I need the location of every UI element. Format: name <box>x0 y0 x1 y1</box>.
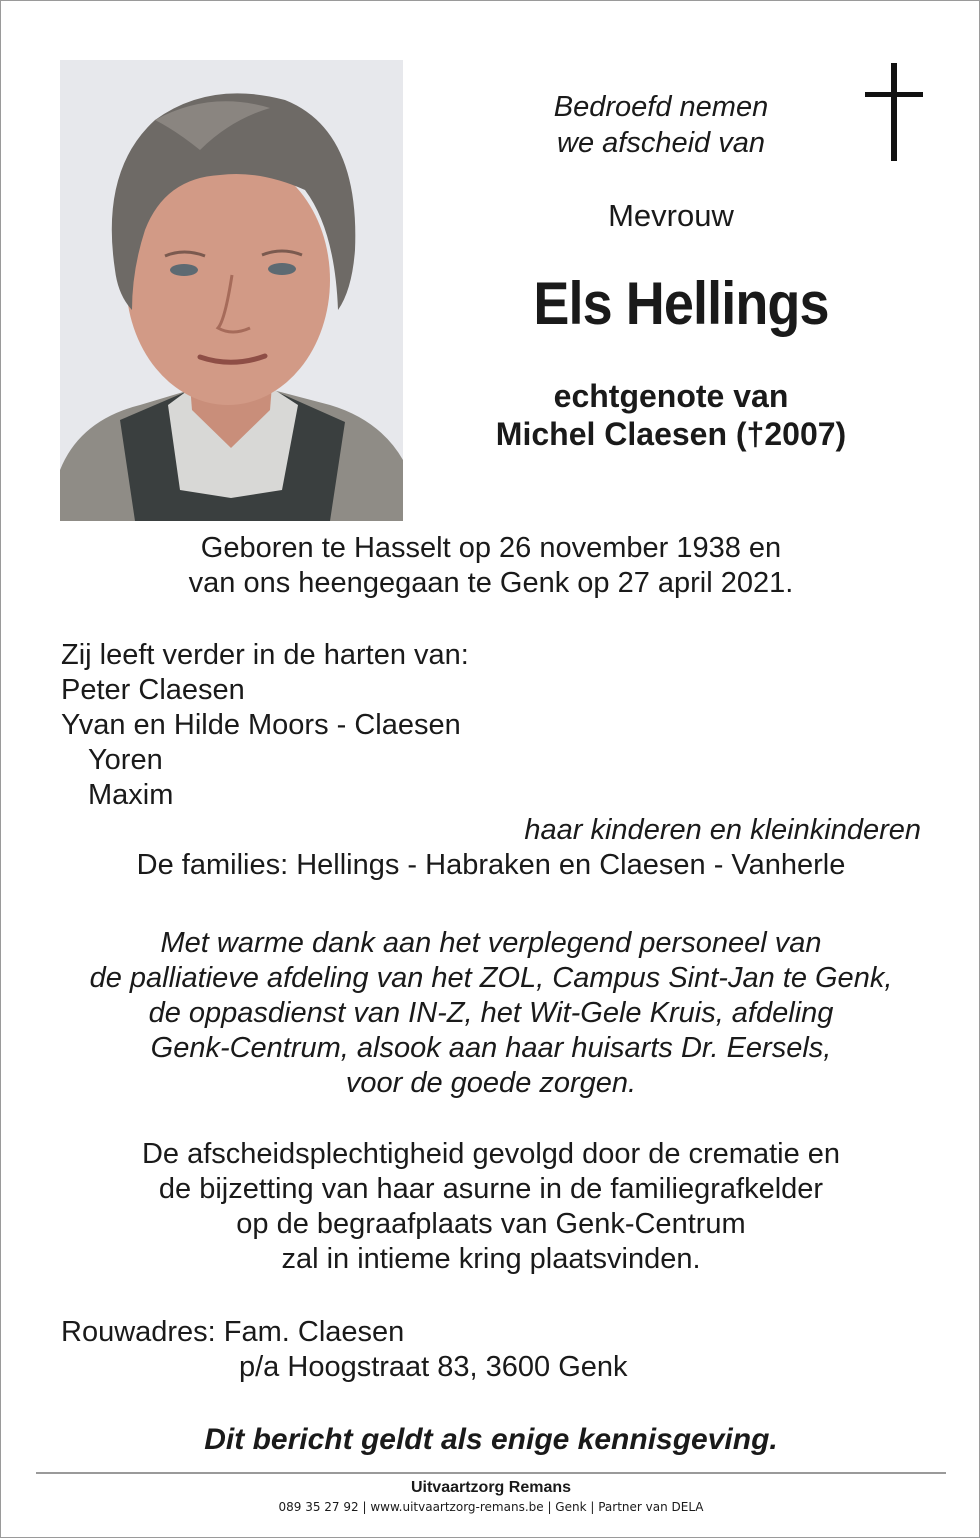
families-line: De families: Hellings - Habraken en Claesen - Vanherle <box>136 849 846 881</box>
thanks-line: Met warme dank aan het verplegend personeel van <box>160 927 822 959</box>
footer-divider <box>36 1472 946 1474</box>
thanks-line: voor de goede zorgen. <box>345 1067 637 1099</box>
cross-icon <box>865 63 923 161</box>
ceremony-line: de bijzetting van haar asurne in de familiegrafkelder <box>158 1173 824 1205</box>
ceremony-text <box>41 1137 941 1277</box>
grandchild: Maxim <box>88 779 174 811</box>
address-line: Rouwadres: Fam. Claesen <box>61 1316 405 1348</box>
honorific: Mevrouw <box>608 198 734 233</box>
intro-text <box>471 89 851 161</box>
mourning-address <box>61 1315 628 1385</box>
intro-line: we afscheid van <box>557 127 765 159</box>
portrait-photo <box>60 60 403 521</box>
address-line: p/a Hoogstraat 83, 3600 Genk <box>239 1351 628 1383</box>
spouse-line: Michel Claesen (†2007) <box>495 416 847 452</box>
family-member: Yvan en Hilde Moors - Claesen <box>61 709 461 741</box>
deceased-name: Els Hellings <box>533 270 829 337</box>
intro-line: Bedroefd nemen <box>553 91 769 123</box>
thanks-line: de oppasdienst van IN-Z, het Wit-Gele Kruis, afdeling <box>148 997 834 1029</box>
ceremony-line: De afscheidsplechtigheid gevolgd door de crematie en <box>141 1138 841 1170</box>
grandchild: Yoren <box>88 744 163 776</box>
thanks-line: Genk-Centrum, alsook aan haar huisarts Dr. Eersels, <box>150 1032 832 1064</box>
family-list <box>61 638 469 813</box>
birth-line: Geboren te Hasselt op 26 november 1938 en <box>200 532 782 564</box>
ceremony-line: zal in intieme kring plaatsvinden. <box>281 1243 701 1275</box>
thanks-line: de palliatieve afdeling van het ZOL, Campus Sint-Jan te Genk, <box>89 962 893 994</box>
death-line: van ons heengegaan te Genk op 27 april 2021. <box>188 567 794 599</box>
notice-text: Dit bericht geldt als enige kennisgeving. <box>204 1423 778 1456</box>
family-relation: haar kinderen en kleinkinderen <box>524 814 921 846</box>
thanks-text <box>41 926 941 1101</box>
spouse-line: echtgenote van <box>553 378 789 414</box>
ceremony-line: op de begraafplaats van Genk-Centrum <box>236 1208 746 1240</box>
spouse-text <box>441 377 901 453</box>
family-member: Peter Claesen <box>61 674 245 706</box>
funeral-company: Uitvaartzorg Remans <box>410 1479 572 1496</box>
funeral-contact: 089 35 27 92 | www.uitvaartzorg-remans.be | Genk | Partner van DELA <box>278 1500 704 1514</box>
family-intro: Zij leeft verder in de harten van: <box>61 639 469 671</box>
birth-death-text <box>61 531 921 601</box>
